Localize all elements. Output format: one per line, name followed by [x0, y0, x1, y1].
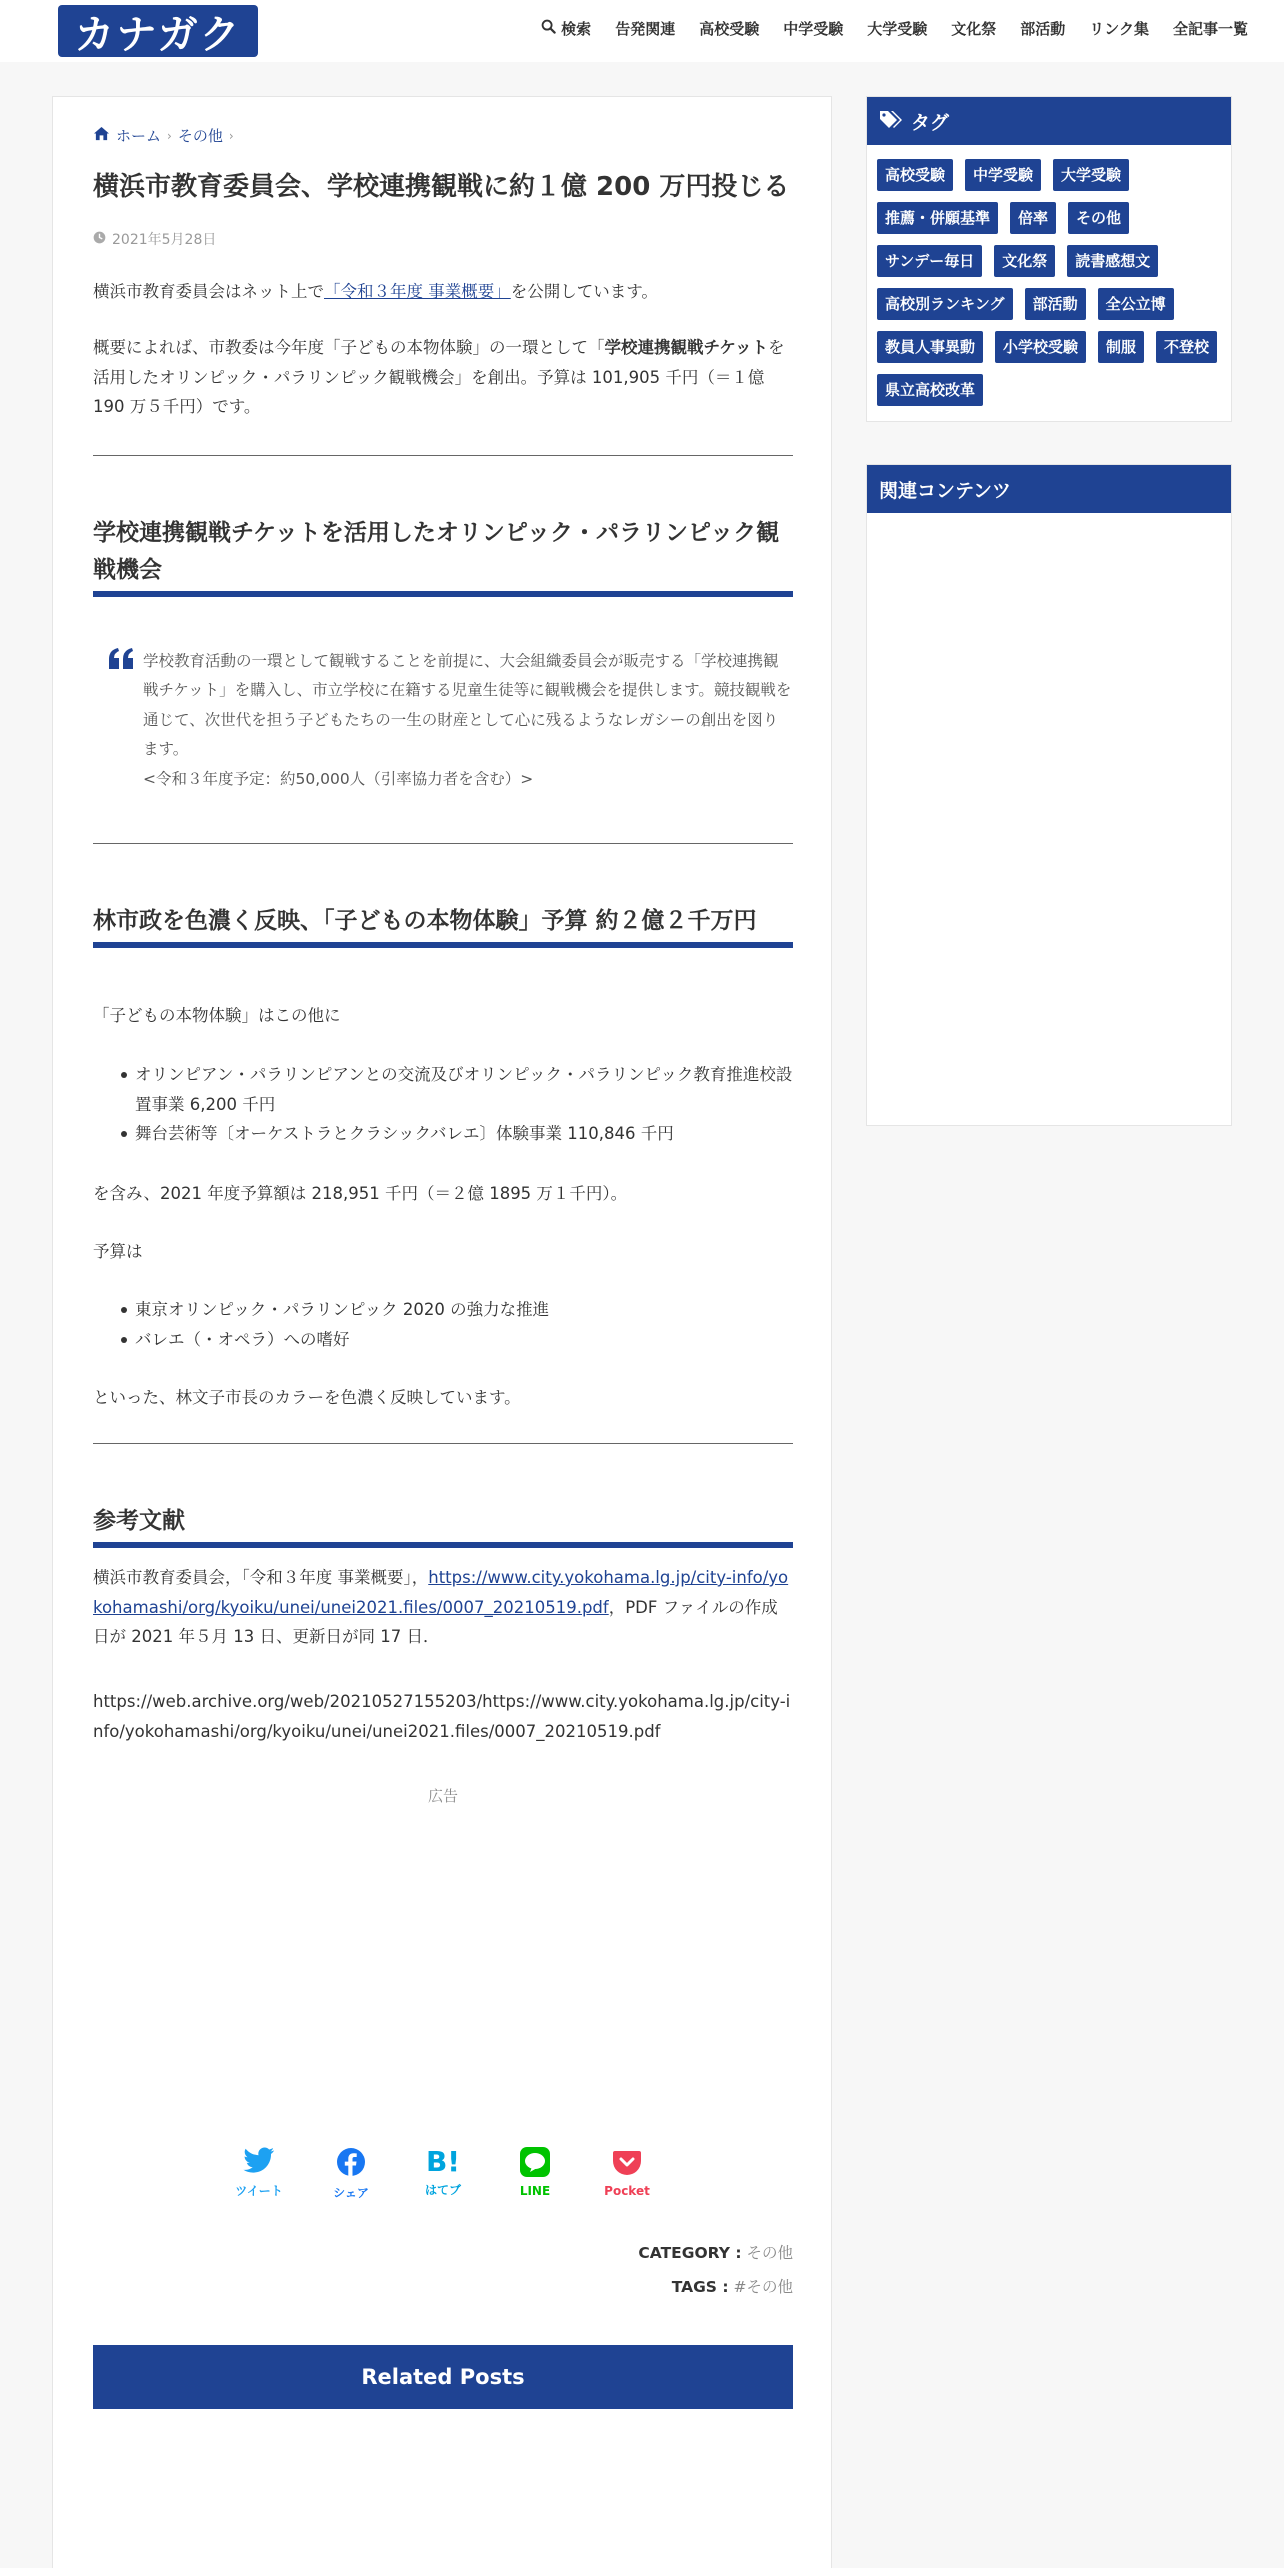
tags-widget — [866, 96, 1232, 422]
post-date — [93, 229, 216, 249]
share-hatena-label: はてブ — [424, 2183, 461, 2197]
section-heading-2: 林市政を色濃く反映、「子どもの本物体験」予算 約２億２千万円 — [93, 903, 793, 948]
paragraph-budget: 予算は — [93, 1242, 143, 1261]
share-buttons — [233, 2147, 653, 2201]
tag-seifuku[interactable]: 制服 — [1098, 331, 1144, 363]
report-link[interactable]: 「令和３年度 事業概要」 — [324, 282, 511, 301]
facebook-icon — [336, 2147, 366, 2180]
category-label: CATEGORY : — [638, 2244, 742, 2262]
share-twitter-label: ツイート — [235, 2184, 283, 2198]
paragraph-total: を含み、2021 年度予算額は 218,951 千円（＝２億 1895 万１千円）。 — [93, 1184, 628, 1203]
nav-item-chugaku-juken[interactable]: 中学受験 — [783, 20, 844, 38]
summary-text-end: を活用したオリンピック・パラリンピック観戦機会」を創出。予算は 101,905 千円（＝１億 190 万５千円）です。 — [93, 338, 785, 417]
clock-icon — [93, 231, 106, 248]
blockquote — [93, 647, 793, 794]
share-pocket-button[interactable] — [601, 2147, 653, 2201]
list-item: オリンピアン・パラリンピアンとの交流及びオリンピック・パラリンピック教育推進校設置事業 6,200 千円 — [93, 1060, 793, 1119]
ad-label: 広告 — [427, 1787, 458, 1805]
share-pocket-label: Pocket — [604, 2184, 650, 2198]
tag-bairitsu[interactable]: 倍率 — [1010, 202, 1056, 234]
nav-item-bukatsu[interactable]: 部活動 — [1020, 20, 1066, 38]
tag-link[interactable]: #その他 — [733, 2278, 793, 2296]
nav-item-koukou-juken[interactable]: 高校受験 — [699, 20, 760, 38]
home-icon — [93, 126, 110, 145]
tags-widget-header — [867, 97, 1231, 145]
quote-icon — [107, 647, 135, 681]
tag-bukatsu[interactable]: 部活動 — [1025, 288, 1086, 320]
tag-futoukou[interactable]: 不登校 — [1156, 331, 1217, 363]
divider — [93, 843, 793, 844]
reference-1-link[interactable]: https://www.city.yokohama.lg.jp/city-info/yokohamashi/org/kyoiku/unei/unei2021.files/0007_20210519.pdf — [93, 1568, 789, 1617]
related-content-widget — [866, 464, 1232, 1126]
list-item: 東京オリンピック・パラリンピック 2020 の強力な推進 — [93, 1295, 793, 1325]
tag-suisen-heigan[interactable]: 推薦・併願基準 — [877, 202, 998, 234]
share-facebook-label: シェア — [333, 2186, 369, 2200]
divider — [93, 455, 793, 456]
summary-bold: 学校連携観戦チケット — [604, 338, 769, 357]
page-title: 横浜市教育委員会、学校連携観戦に約１億 200 万円投じる — [93, 172, 790, 202]
tag-daigaku-juken[interactable]: 大学受験 — [1053, 159, 1129, 191]
site-header — [0, 0, 1284, 62]
twitter-icon — [243, 2147, 275, 2178]
chevron-right-icon: › — [228, 128, 234, 143]
pocket-icon — [612, 2147, 642, 2180]
tag-cloud — [867, 145, 1231, 420]
related-posts-heading: Related Posts — [93, 2345, 793, 2409]
tag-sonota[interactable]: その他 — [1068, 202, 1129, 234]
post-category — [638, 2241, 793, 2263]
tag-chugaku-juken[interactable]: 中学受験 — [965, 159, 1041, 191]
line-icon — [520, 2147, 550, 2180]
paragraph-color: といった、林文子市長のカラーを色濃く反映しています。 — [93, 1388, 521, 1407]
summary-paragraph — [93, 333, 793, 422]
category-link[interactable]: その他 — [746, 2244, 793, 2262]
tags-icon — [879, 109, 903, 134]
intro-text: 横浜市教育委員会はネット上で — [93, 282, 324, 301]
tag-bunkasai[interactable]: 文化祭 — [994, 245, 1055, 277]
post-date-text: 2021年5月28日 — [112, 232, 217, 248]
share-facebook-button[interactable] — [325, 2147, 377, 2201]
quote-note: <令和３年度予定：約50,000人（引率協力者を含む）> — [143, 769, 534, 788]
tag-zenkouritsu[interactable]: 全公立博 — [1098, 288, 1174, 320]
tag-kyouin-jinji[interactable]: 教員人事異動 — [877, 331, 983, 363]
divider — [93, 1443, 793, 1444]
intro-paragraph — [93, 277, 793, 307]
post-tags — [672, 2275, 793, 2297]
reference-1-text: 横浜市教育委員会，「令和３年度 事業概要」， — [93, 1568, 429, 1587]
search-icon — [541, 19, 556, 38]
share-line-label: LINE — [519, 2184, 551, 2198]
reference-2: https://web.archive.org/web/20210527155203/https://www.city.yokohama.lg.jp/city-info/yokohamashi/org/kyoiku/unei/unei2021.files/0007_20210519.pdf — [93, 1692, 791, 1741]
share-hatena-button[interactable] — [417, 2147, 469, 2201]
list-budget — [93, 1295, 793, 1354]
hatena-icon: B! — [425, 2145, 461, 2178]
nav-search-label: 検索 — [561, 20, 592, 38]
share-line-button[interactable] — [509, 2147, 561, 2201]
tags-widget-title: タグ — [911, 111, 950, 134]
global-nav — [541, 18, 1248, 39]
related-content-header — [867, 465, 1231, 513]
nav-item-daigaku-juken[interactable]: 大学受験 — [867, 20, 928, 38]
tags-label: TAGS : — [671, 2278, 729, 2296]
site-logo[interactable]: カナガク — [58, 5, 258, 57]
summary-text: 概要によれば、市教委は今年度「子どもの本物体験」の一環として「 — [93, 338, 605, 357]
share-twitter-button[interactable] — [233, 2147, 285, 2201]
list-item: バレエ（・オペラ）への嗜好 — [93, 1325, 793, 1355]
reference-1 — [93, 1563, 793, 1652]
tag-sunday-mainichi[interactable]: サンデー毎日 — [877, 245, 982, 277]
tag-koukou-juken[interactable]: 高校受験 — [877, 159, 953, 191]
nav-item-links[interactable]: リンク集 — [1089, 20, 1149, 38]
tag-kenritsu-kaikaku[interactable]: 県立高校改革 — [877, 374, 983, 406]
tag-shougakkou-juken[interactable]: 小学校受験 — [995, 331, 1086, 363]
section-heading-1: 学校連携観戦チケットを活用したオリンピック・パラリンピック観戦機会 — [93, 515, 793, 597]
breadcrumb — [93, 125, 234, 146]
breadcrumb-category[interactable]: その他 — [177, 127, 223, 145]
nav-item-kokuhatsu[interactable]: 告発関連 — [615, 20, 676, 38]
related-content-title: 関連コンテンツ — [879, 479, 1012, 502]
intro-text-end: を公開しています。 — [510, 282, 658, 301]
reference-1-text-end: ，PDF ファイルの作成日が 2021 年５月 13 日、更新日が同 17 日． — [93, 1597, 778, 1647]
nav-item-bunkasai[interactable]: 文化祭 — [951, 20, 997, 38]
tag-dokusho-kansoubun[interactable]: 読書感想文 — [1067, 245, 1158, 277]
nav-item-all-posts[interactable]: 全記事一覧 — [1172, 20, 1248, 38]
quote-text: 学校教育活動の一環として観戦することを前提に、大会組織委員会が販売する「学校連携観戦チケット」を購入し、市立学校に在籍する児童生徒等に観戦機会を提供します。競技観戦を通じて、次世代を担う子どもたちの一生の財産として心に残るようなレガシーの創出を図ります。 — [143, 652, 792, 759]
article-card — [52, 96, 832, 2568]
tag-ranking[interactable]: 高校別ランキング — [877, 288, 1013, 320]
section-heading-references: 参考文献 — [93, 1503, 793, 1548]
nav-search[interactable] — [541, 18, 591, 39]
chevron-right-icon: › — [167, 128, 172, 143]
breadcrumb-home[interactable]: ホーム — [116, 127, 162, 145]
list-item: 舞台芸術等〔オーケストラとクラシックバレエ〕体験事業 110,846 千円 — [93, 1119, 793, 1149]
paragraph-other: 「子どもの本物体験」はこの他に — [93, 1006, 341, 1025]
list-other — [93, 1060, 793, 1149]
